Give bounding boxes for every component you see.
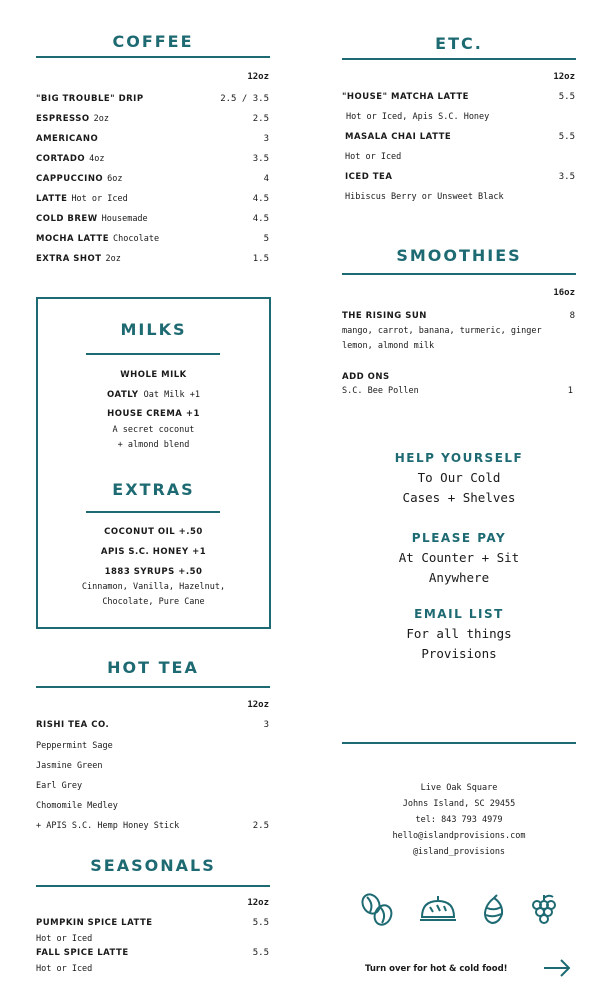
milk-crema-desc-2: + almond blend (117, 440, 190, 450)
smoothie-pollen-row: S.C. Bee Pollen 1 (342, 386, 573, 396)
smoothie-rising-desc-1: mango, carrot, banana, turmeric, ginger (342, 326, 542, 336)
hottea-size: 12oz (247, 700, 269, 710)
seasonal-pumpkin-note: Hot or Iced (36, 934, 93, 944)
coffee-item-row (36, 154, 269, 164)
help-line-1: To Our Cold (417, 470, 501, 485)
pay-title: PLEASE PAY (411, 531, 507, 545)
etc-rule (342, 58, 576, 60)
etc-size: 12oz (553, 72, 575, 82)
coffee-item-row (36, 134, 269, 144)
etc-matcha-row: "HOUSE" MATCHA LATTE 5.5 (342, 92, 575, 102)
milk-whole: WHOLE MILK (120, 370, 187, 380)
hottea-title: HOT TEA (107, 658, 199, 677)
coffee-item-row (36, 214, 269, 224)
seasonals-size: 12oz (247, 898, 269, 908)
coffee-item-name: "BIG TROUBLE" DRIP (36, 94, 144, 104)
coffee-item-name: EXTRA SHOT (36, 254, 102, 264)
coffee-item-label (36, 114, 109, 124)
coffee-size: 12oz (247, 72, 269, 82)
bread-icon (418, 893, 458, 925)
arrow-right-icon[interactable] (542, 958, 572, 978)
coffee-rule (36, 56, 270, 58)
tea-jasmine: Jasmine Green (36, 761, 103, 771)
milk-crema: HOUSE CREMA +1 (107, 409, 200, 419)
extra-syrups: 1883 SYRUPS +.50 (104, 567, 203, 577)
email-line-2: Provisions (421, 646, 497, 661)
coffee-item-name: AMERICANO (36, 134, 99, 144)
coffee-item-name: CORTADO (36, 154, 86, 164)
email-address: hello@islandprovisions.com (392, 831, 526, 841)
coffee-item-label (36, 214, 148, 224)
smoothies-rule (342, 273, 576, 275)
coffee-item-label (36, 134, 102, 144)
pay-line-1: At Counter + Sit (398, 550, 520, 565)
milks-title: MILKS (120, 320, 187, 339)
etc-chai-note: Hot or Iced (345, 152, 402, 162)
extra-syrups-desc-2: Chocolate, Pure Cane (102, 597, 205, 607)
coffee-item-price: 5 (263, 234, 269, 244)
milks-rule (86, 353, 220, 355)
etc-icedtea-row: ICED TEA 3.5 (345, 172, 575, 182)
etc-matcha-note: Hot or Iced, Apis S.C. Honey (346, 112, 490, 122)
coffee-item-label (36, 154, 105, 164)
extra-honey: APIS S.C. HONEY +1 (100, 547, 207, 557)
smoothie-addons-row: ADD ONS (342, 372, 390, 382)
coffee-item-row (36, 174, 269, 184)
hottea-rule (36, 686, 270, 688)
smoothie-rising-row: THE RISING SUN 8 (342, 311, 575, 321)
grapes-icon (529, 893, 559, 927)
address-line-2: Johns Island, SC 29455 (402, 799, 516, 809)
coffee-item-row (36, 194, 269, 204)
seasonals-rule (36, 885, 270, 887)
email-line-1: For all things (406, 626, 512, 641)
coffee-item-sub: Housemade (101, 214, 148, 224)
coffee-item-sub: 6oz (107, 174, 123, 184)
coffee-item-row (36, 114, 269, 124)
extras-rule (86, 511, 220, 513)
pay-line-2: Anywhere (428, 570, 490, 585)
coffee-item-sub: Chocolate (113, 234, 160, 244)
help-title: HELP YOURSELF (394, 451, 524, 465)
coffee-item-price: 3.5 (252, 154, 269, 164)
seasonal-pumpkin-row: PUMPKIN SPICE LATTE 5.5 (36, 918, 269, 928)
coffee-item-label (36, 254, 121, 264)
coffee-item-price: 3 (263, 134, 269, 144)
coffee-item-price: 2.5 (252, 114, 269, 124)
hottea-addon-row: + APIS S.C. Hemp Honey Stick 2.5 (36, 821, 269, 831)
smoothie-rising-desc-2: lemon, almond milk (342, 341, 435, 351)
coffee-item-sub: 2oz (93, 114, 109, 124)
contact-rule (342, 742, 576, 744)
coffee-item-price: 4 (263, 174, 269, 184)
etc-chai-row: MASALA CHAI LATTE 5.5 (345, 132, 575, 142)
coffee-item-price: 1.5 (252, 254, 269, 264)
coffee-item-row (36, 94, 269, 104)
coffee-item-sub: 2oz (105, 254, 121, 264)
tea-peppermint: Peppermint Sage (36, 741, 113, 751)
etc-title: ETC. (435, 34, 483, 53)
coffee-item-label (36, 234, 159, 244)
etc-icedtea-note: Hibiscus Berry or Unsweet Black (345, 192, 504, 202)
coffee-item-name: LATTE (36, 194, 68, 204)
coffee-item-row (36, 234, 269, 244)
tea-earlgrey: Earl Grey (36, 781, 83, 791)
milk-oatly: OATLY Oat Milk +1 (107, 390, 200, 400)
extra-syrups-desc-1: Cinnamon, Vanilla, Hazelnut, (81, 582, 226, 592)
coffee-item-label (36, 174, 123, 184)
seasonals-title: SEASONALS (90, 856, 216, 875)
phone: tel: 843 793 4979 (415, 815, 503, 825)
extra-coconut: COCONUT OIL +.50 (104, 527, 203, 537)
hops-icon (481, 894, 507, 926)
coffee-item-name: COLD BREW (36, 214, 98, 224)
coffee-item-name: MOCHA LATTE (36, 234, 110, 244)
coffee-item-label (36, 194, 128, 204)
coffee-beans-icon (358, 893, 396, 927)
coffee-item-price: 4.5 (252, 214, 269, 224)
smoothies-title: SMOOTHIES (396, 246, 522, 265)
social-handle: @island_provisions (412, 847, 506, 857)
milks-extras-box (36, 297, 271, 629)
address-line-1: Live Oak Square (420, 783, 498, 793)
hottea-brand-row: RISHI TEA CO. 3 (36, 720, 269, 730)
turn-over-text: Turn over for hot & cold food! (365, 964, 508, 974)
help-line-2: Cases + Shelves (402, 490, 516, 505)
coffee-item-name: ESPRESSO (36, 114, 90, 124)
milk-crema-desc-1: A secret coconut (112, 425, 195, 435)
coffee-item-sub: Hot or Iced (71, 194, 128, 204)
seasonal-fall-row: FALL SPICE LATTE 5.5 (36, 948, 269, 958)
coffee-item-sub: 4oz (89, 154, 105, 164)
seasonal-fall-note: Hot or Iced (36, 964, 93, 974)
coffee-item-row (36, 254, 269, 264)
coffee-item-name: CAPPUCCINO (36, 174, 104, 184)
smoothies-size: 16oz (553, 288, 575, 298)
email-title: EMAIL LIST (414, 607, 504, 621)
coffee-item-price: 2.5 / 3.5 (220, 94, 269, 104)
coffee-item-price: 4.5 (252, 194, 269, 204)
tea-chamomile: Chomomile Medley (36, 801, 118, 811)
coffee-title: COFFEE (112, 32, 194, 51)
extras-title: EXTRAS (112, 480, 195, 499)
coffee-item-label (36, 94, 148, 104)
